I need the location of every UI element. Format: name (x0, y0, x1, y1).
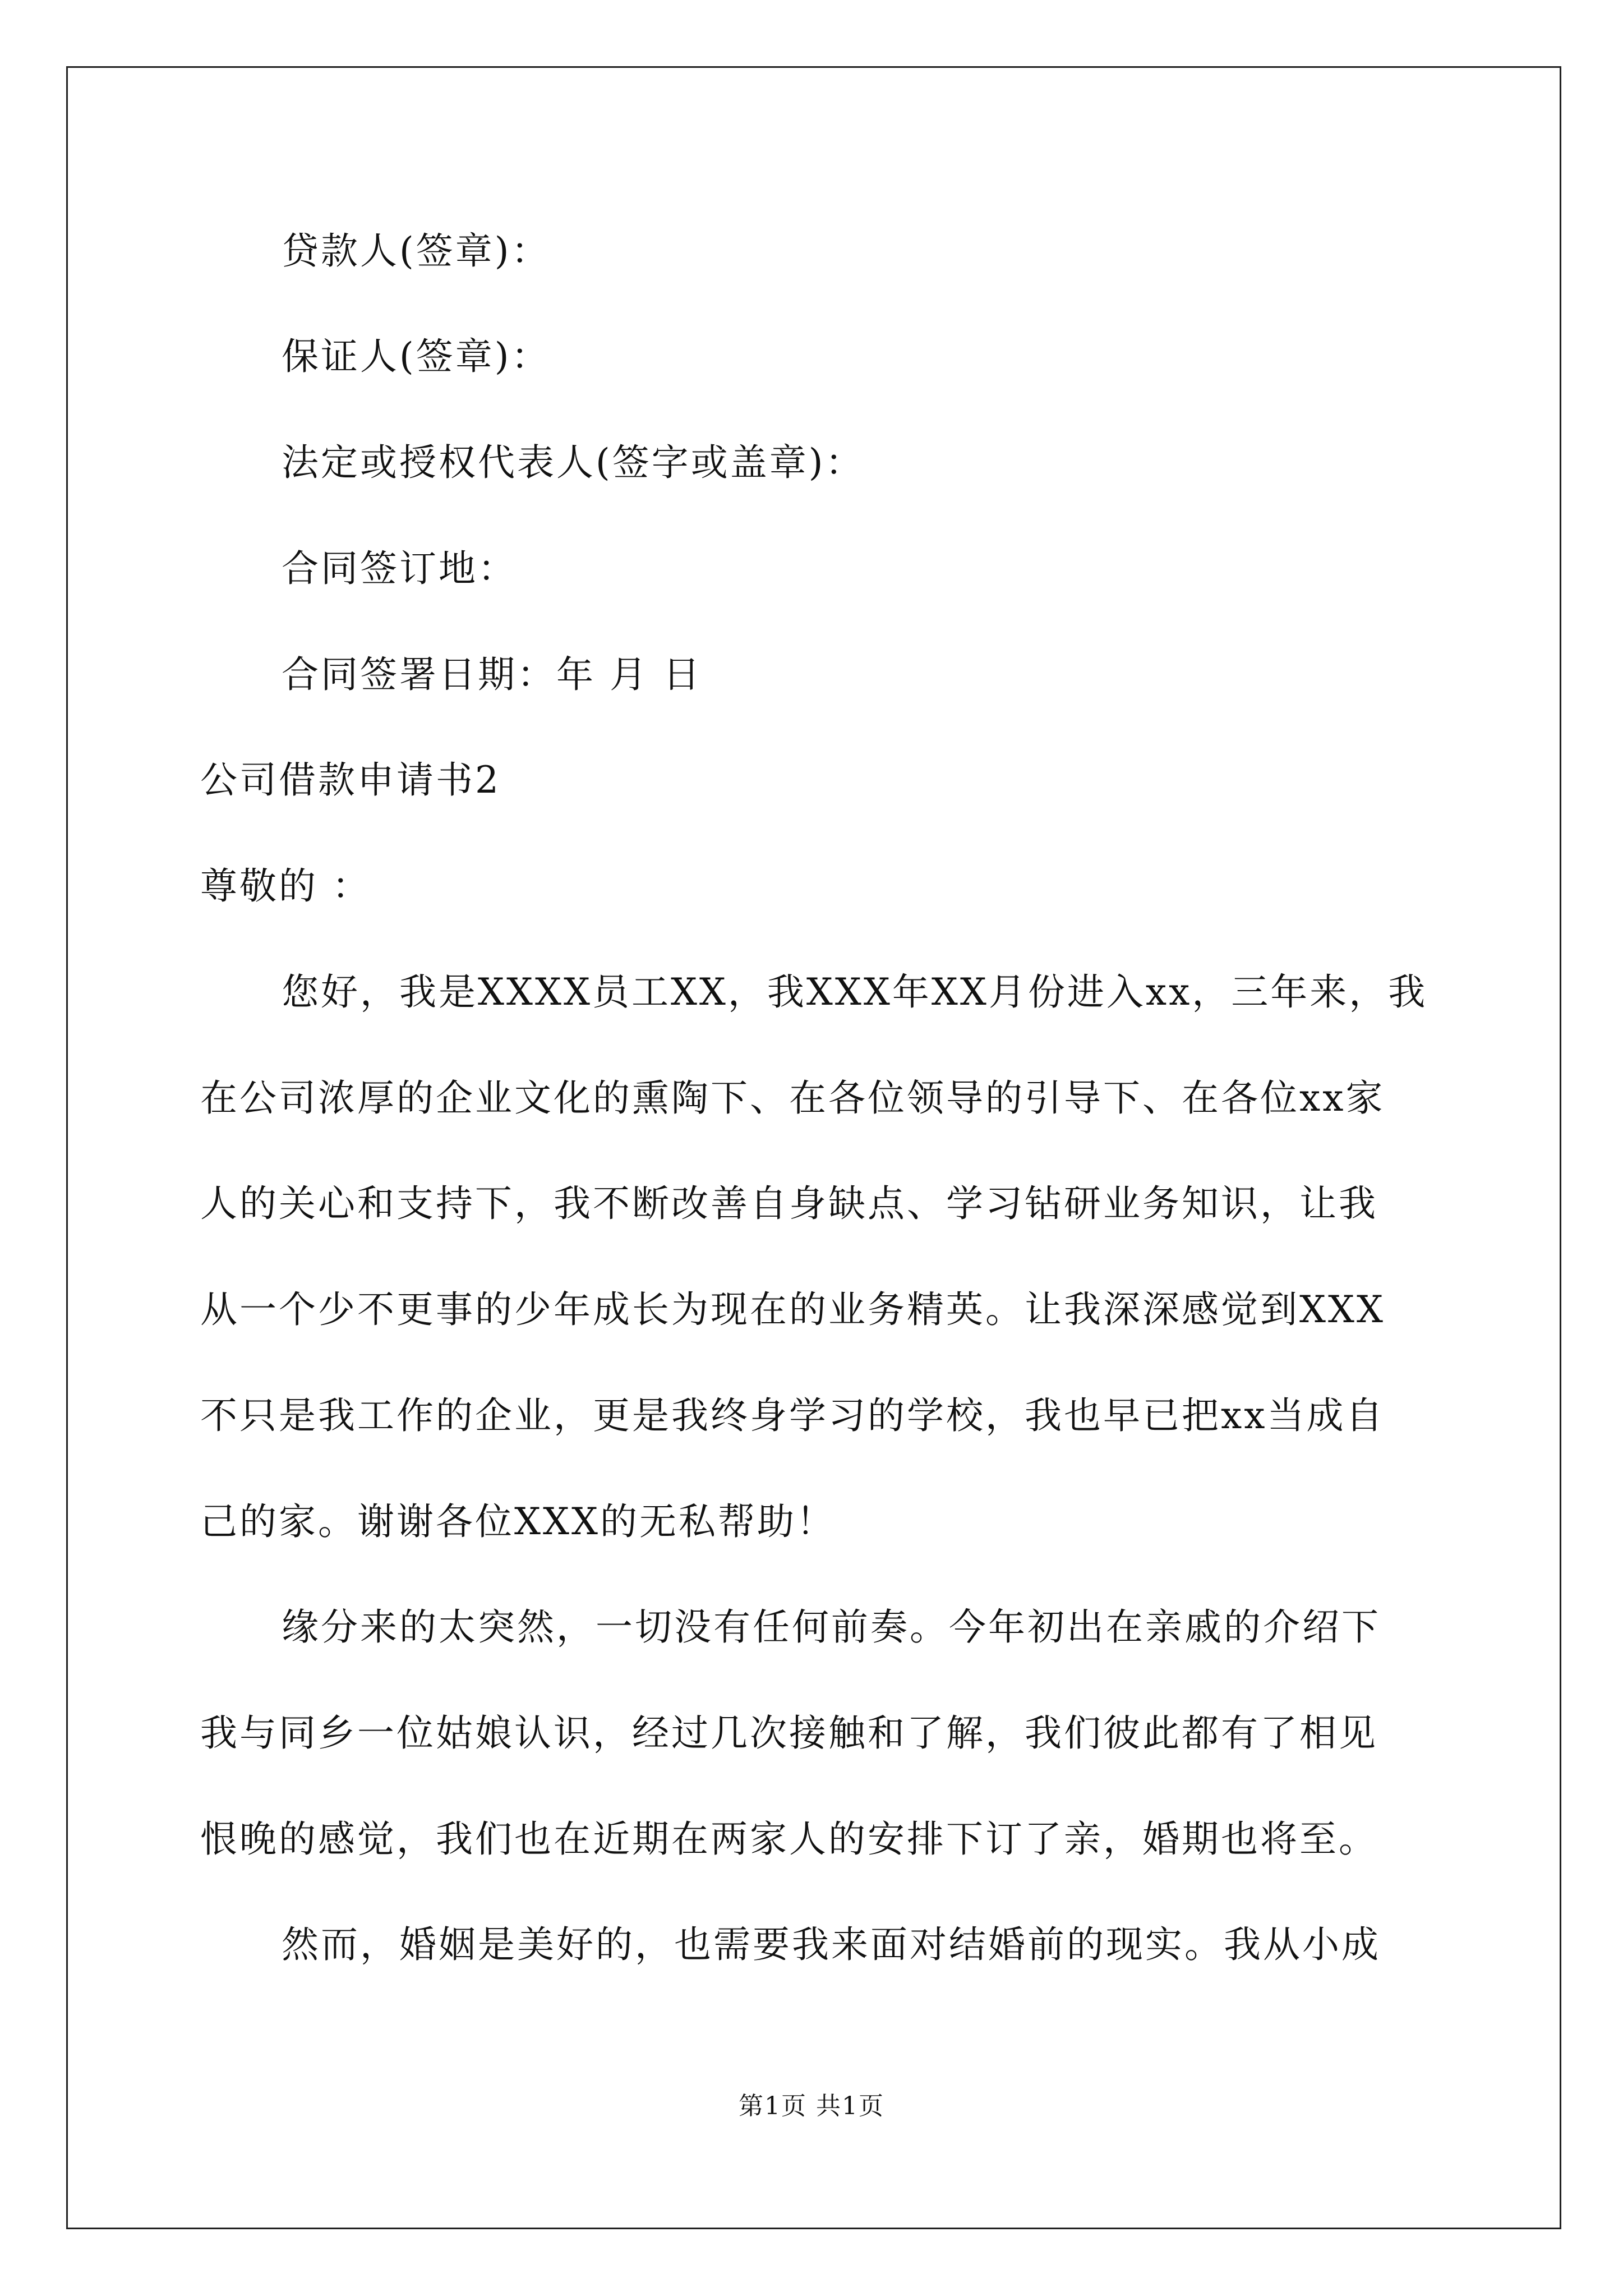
section-title: 公司借款申请书2 (200, 758, 501, 802)
lender-signature-line: 贷款人(签章)： (282, 229, 551, 273)
legal-rep-signature-line: 法定或授权代表人(签字或盖章)： (282, 441, 865, 484)
contract-date-line: 合同签署日期：年 月 日 (282, 653, 702, 696)
page-footer: 第1页 共1页 (739, 2092, 884, 2120)
body-line: 您好，我是XXXX员工XX，我XXX年XX月份进入xx，三年来，我 (282, 970, 1428, 1014)
body-line: 恨晚的感觉，我们也在近期在两家人的安排下订了亲，婚期也将至。 (200, 1818, 1378, 1861)
body-line: 在公司浓厚的企业文化的熏陶下、在各位领导的引导下、在各位xx家 (200, 1076, 1385, 1120)
body-line: 人的关心和支持下，我不断改善自身缺点、学习钻研业务知识，让我 (200, 1182, 1378, 1225)
contract-place-line: 合同签订地： (282, 547, 517, 590)
body-line: 然而，婚姻是美好的，也需要我来面对结婚前的现实。我从小成 (282, 1923, 1381, 1966)
body-line: 缘分来的太突然，一切没有任何前奏。今年初出在亲戚的介绍下 (282, 1605, 1381, 1649)
body-line: 从一个少不更事的少年成长为现在的业务精英。让我深深感觉到XXX (200, 1288, 1385, 1331)
body-line: 我与同乡一位姑娘认识，经过几次接触和了解，我们彼此都有了相见 (200, 1711, 1378, 1755)
body-line: 己的家。谢谢各位XXX的无私帮助！ (200, 1500, 836, 1543)
guarantor-signature-line: 保证人(签章)： (282, 335, 551, 378)
page-border (66, 66, 1561, 2229)
body-line: 不只是我工作的企业，更是我终身学习的学校，我也早已把xx当成自 (200, 1394, 1385, 1437)
salutation: 尊敬的 ： (200, 864, 371, 908)
